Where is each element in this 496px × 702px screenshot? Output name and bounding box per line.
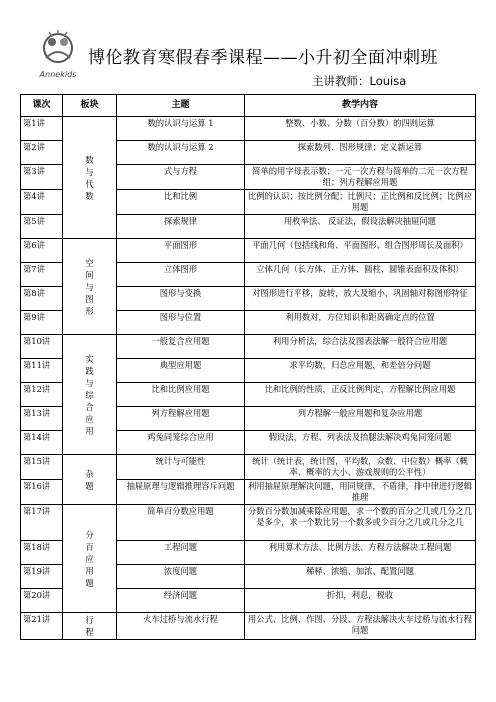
content-cell: 平面几何（包括线和角、平面图形、组合图形周长及面积） — [245, 239, 476, 263]
content-cell: 简单的用字母表示数；一元一次方程与简单的二元一次方程组；列方程解应用题 — [245, 165, 476, 190]
topic-cell: 简单百分数应用题 — [117, 505, 245, 541]
table-row — [21, 613, 476, 640]
content-cell: 用公式、比例、作图、分段、方程法解决火车过桥与流水行程问题 — [245, 613, 476, 640]
lesson-cell: 第5讲 — [21, 215, 63, 239]
content-cell: 折扣，利息，税收 — [245, 589, 476, 613]
course-table — [20, 94, 476, 640]
block-label: 数与代数 — [85, 154, 94, 201]
topic-cell: 数的认识与运算 2 — [117, 141, 245, 165]
header-topic: 主题 — [117, 95, 245, 117]
topic-cell: 比和比例 — [117, 190, 245, 215]
content-cell: 探索数列、图形规律；定义新运算 — [245, 141, 476, 165]
content-cell: 列方程解一般应用题和复杂应用题 — [245, 407, 476, 431]
topic-cell: 图形与位置 — [117, 311, 245, 335]
header-lesson: 课次 — [21, 95, 63, 117]
topic-cell: 典型应用题 — [117, 359, 245, 383]
table-body — [21, 117, 476, 640]
table-row — [21, 239, 476, 263]
block-label: 空间与图形 — [85, 257, 94, 316]
lesson-cell: 第14讲 — [21, 431, 63, 455]
lesson-cell: 第18讲 — [21, 541, 63, 565]
lesson-cell: 第8讲 — [21, 287, 63, 311]
block-cell — [63, 613, 117, 640]
lesson-cell: 第7讲 — [21, 263, 63, 287]
topic-cell: 图形与变换 — [117, 287, 245, 311]
block-label: 实践与综合应用 — [85, 353, 94, 436]
content-cell: 利用抽屉原理解决问题，用同规律，不盾律，排中律进行逻辑推理 — [245, 480, 476, 505]
block-label: 行程 — [85, 615, 94, 637]
content-cell: 分数百分数加减乘除应用题，求一个数的百分之几或几分之几是多少，求一个数比另一个数多或少百分之几或几分之几 — [245, 505, 476, 541]
content-cell: 求平均数，归总应用题，和差倍分问题 — [245, 359, 476, 383]
page-title: 博伦教育寒假春季课程——小升初全面冲刺班 — [88, 48, 438, 68]
topic-cell: 比和比例应用题 — [117, 383, 245, 407]
lesson-cell: 第21讲 — [21, 613, 63, 640]
header-block: 板块 — [63, 95, 117, 117]
header-row — [21, 95, 476, 117]
content-cell: 稀释、浓缩、加浓、配置问题 — [245, 565, 476, 589]
lesson-cell: 第17讲 — [21, 505, 63, 541]
lesson-cell: 第1讲 — [21, 117, 63, 141]
lesson-cell: 第10讲 — [21, 335, 63, 359]
table-row — [21, 505, 476, 541]
lesson-cell: 第15讲 — [21, 455, 63, 480]
topic-cell: 浓度问题 — [117, 565, 245, 589]
lesson-cell: 第6讲 — [21, 239, 63, 263]
lesson-cell: 第2讲 — [21, 141, 63, 165]
lesson-cell: 第3讲 — [21, 165, 63, 190]
block-cell — [63, 117, 117, 239]
block-cell — [63, 239, 117, 335]
topic-cell: 一般复合应用题 — [117, 335, 245, 359]
block-label: 分百应用题 — [85, 529, 94, 588]
lesson-cell: 第19讲 — [21, 565, 63, 589]
header-content: 教学内容 — [245, 95, 476, 117]
block-cell — [63, 505, 117, 613]
content-cell: 整数、小数、分数（百分数）的四则运算 — [245, 117, 476, 141]
lesson-cell: 第12讲 — [21, 383, 63, 407]
topic-cell: 探索规律 — [117, 215, 245, 239]
topic-cell: 抽屉原理与逻辑推理容斥问题 — [117, 480, 245, 505]
topic-cell: 工程问题 — [117, 541, 245, 565]
block-label: 杂题 — [85, 468, 94, 491]
topic-cell: 立体图形 — [117, 263, 245, 287]
block-cell — [63, 455, 117, 505]
topic-cell: 鸡兔同笼综合应用 — [117, 431, 245, 455]
content-cell: 对图形进行平移，旋转，放大及缩小，巩固轴对称图形特征 — [245, 287, 476, 311]
topic-cell: 数的认识与运算 1 — [117, 117, 245, 141]
topic-cell: 经济问题 — [117, 589, 245, 613]
content-cell: 利用数对，方位知识和距离确定点的位置 — [245, 311, 476, 335]
content-cell: 比和比例的性质，正反比例判定，方程解比例应用题 — [245, 383, 476, 407]
content-cell: 用枚举法、 反证法，假设法解决抽屉问题 — [245, 215, 476, 239]
topic-cell: 统计与可能性 — [117, 455, 245, 480]
content-cell: 统计（统计表，统计图，平均数，众数、中位数）概率（概率、概率的大小、游戏规则的公平性） — [245, 455, 476, 480]
content-cell: 立体几何（长方体、正方体、圆柱、圆锥表面积及体积） — [245, 263, 476, 287]
content-cell: 假设法，方程、列表法及抬腿法解决鸡兔同笼问题 — [245, 431, 476, 455]
topic-cell: 式与方程 — [117, 165, 245, 190]
lesson-cell: 第11讲 — [21, 359, 63, 383]
teacher-line: 主讲教师：Louisa — [312, 74, 407, 88]
content-cell: 利用算术方法、比例方法、方程方法解决工程问题 — [245, 541, 476, 565]
content-cell: 利用分析法，综合法及图表法解一般符合应用题 — [245, 335, 476, 359]
topic-cell: 列方程解应用题 — [117, 407, 245, 431]
table-row — [21, 117, 476, 141]
content-cell: 比例的认识；按比例分配；比例尺；正比例和反比例；比例应用题 — [245, 190, 476, 215]
topic-cell: 火车过桥与流水行程 — [117, 613, 245, 640]
lesson-cell: 第9讲 — [21, 311, 63, 335]
lesson-cell: 第4讲 — [21, 190, 63, 215]
block-cell — [63, 335, 117, 455]
logo-text: Annekids — [39, 70, 77, 79]
table-row — [21, 335, 476, 359]
lesson-cell: 第20讲 — [21, 589, 63, 613]
lesson-cell: 第13讲 — [21, 407, 63, 431]
lesson-cell: 第16讲 — [21, 480, 63, 505]
topic-cell: 平面图形 — [117, 239, 245, 263]
table-row — [21, 455, 476, 480]
